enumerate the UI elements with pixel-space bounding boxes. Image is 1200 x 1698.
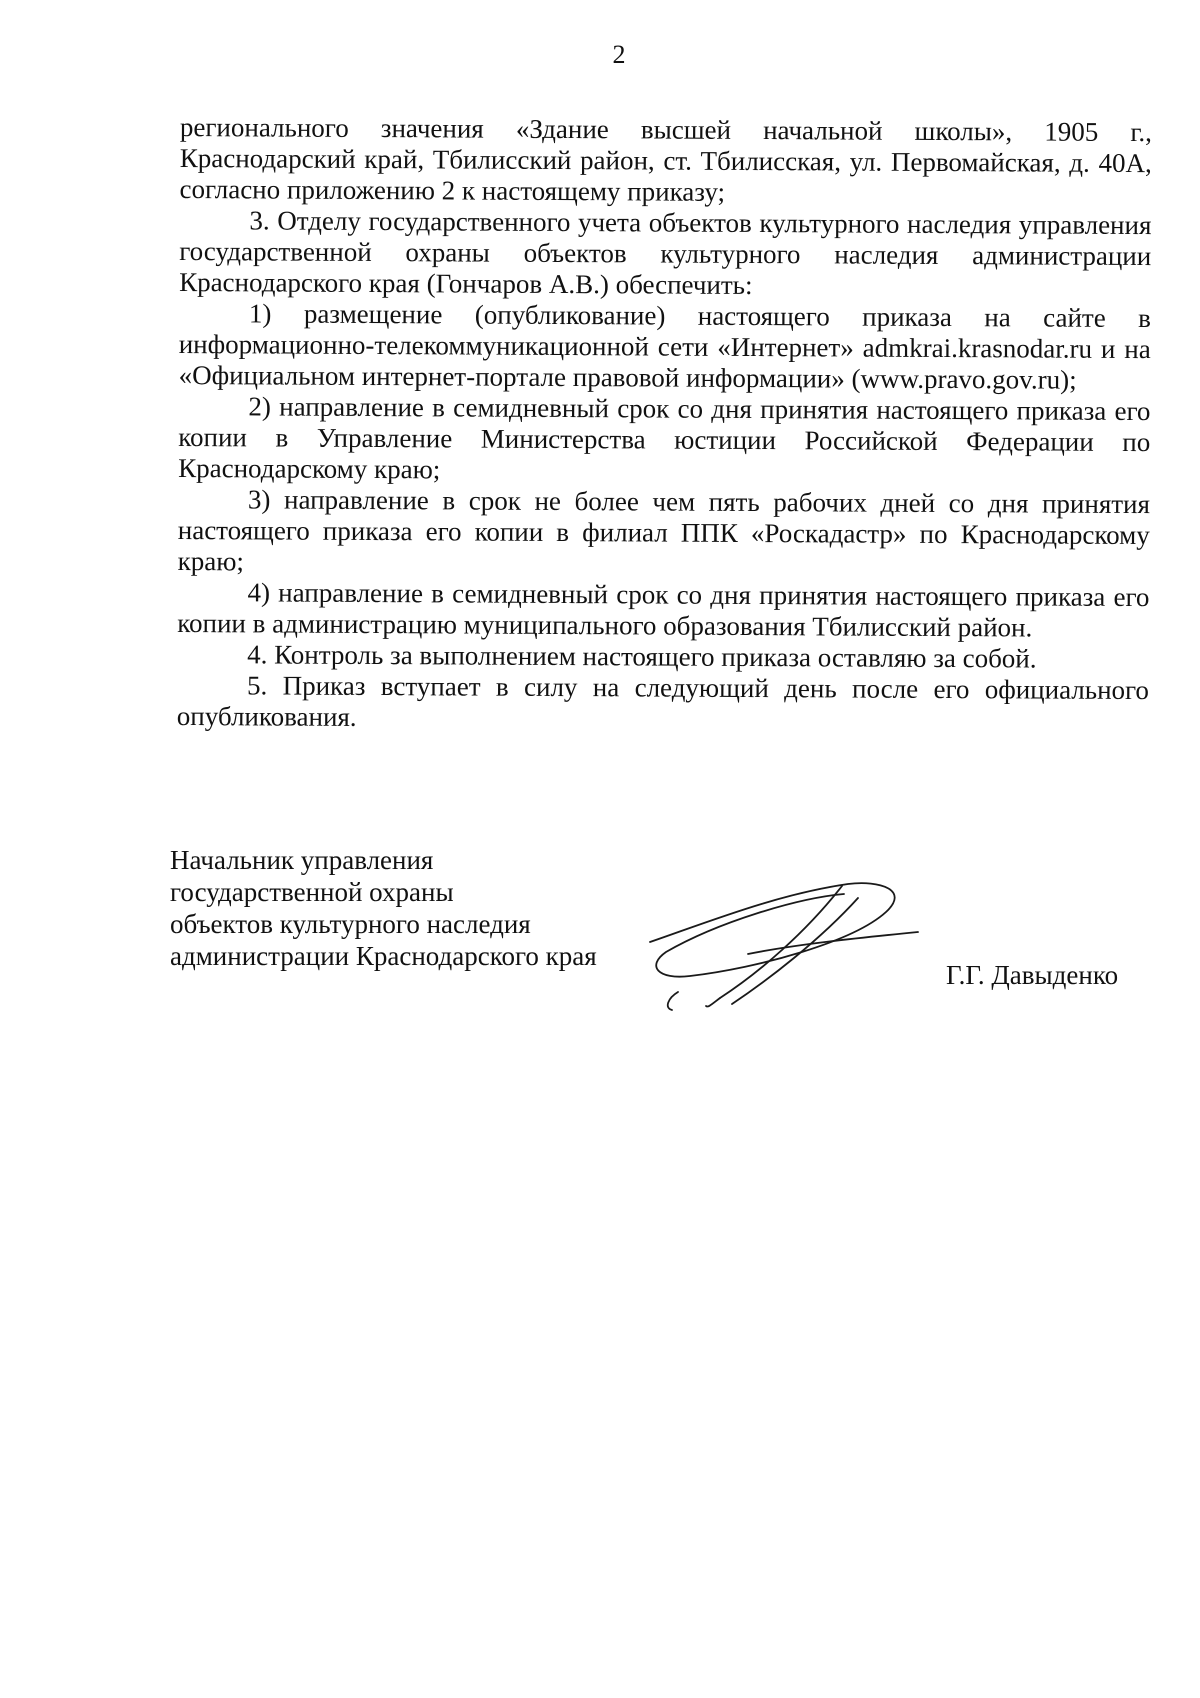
signatory-position-line: государственной охраны [170,877,454,907]
paragraph-item-3: 3. Отделу государственного учета объектов культурного наследия управления государственной охраны объектов культурного наследия администрации Краснодарского края (Гончаров А.В.) обеспечить: [179,205,1152,300]
paragraph-subitem-3: 3) направление в срок не более чем пять рабочих дней со дня принятия настоящего приказа его копии в филиал ППК «Роскадастр» по Краснодарскому краю; [177,484,1151,577]
paragraph-subitem-1: 1) размещение (опубликование) настоящего приказа на сайте в информационно-телекоммуникационной сети «Интернет» admkrai.krasnodar.ru и на «Официальном интернет-портале правовой информации» (www.pravo.gov.ru); [178,298,1152,395]
signatory-position-line: Начальник управления [170,845,434,875]
order-body-text [177,112,1152,737]
signatory-name: Г.Г. Давыденко [946,960,1119,990]
paragraph-continuation: регионального значения «Здание высшей начальной школы», 1905 г., Краснодарский край, Тбилисский район, ст. Тбилисская, ул. Первомайская, д. 40А, согласно приложению 2 к настоящему приказу; [179,112,1152,207]
paragraph-item-4: 4. Контроль за выполнением настоящего приказа оставляю за собой. [247,639,1037,674]
paragraph-subitem-2: 2) направление в семидневный срок со дня принятия настоящего приказа его копии в Управление Министерства юстиции Российской Федерации по Краснодарскому краю; [178,391,1151,485]
handwritten-signature [648,880,920,1012]
signatory-position-line: администрации Краснодарского края [170,941,597,971]
signatory-position [170,844,630,972]
paragraph-item-5: 5. Приказ вступает в силу на следующий день после его официального опубликования. [176,670,1150,732]
signatory-position-line: объектов культурного наследия [170,909,531,939]
paragraph-subitem-4: 4) направление в семидневный срок со дня принятия настоящего приказа его копии в администрацию муниципального образования Тбилисский район. [177,577,1150,643]
page-number: 2 [612,40,626,69]
